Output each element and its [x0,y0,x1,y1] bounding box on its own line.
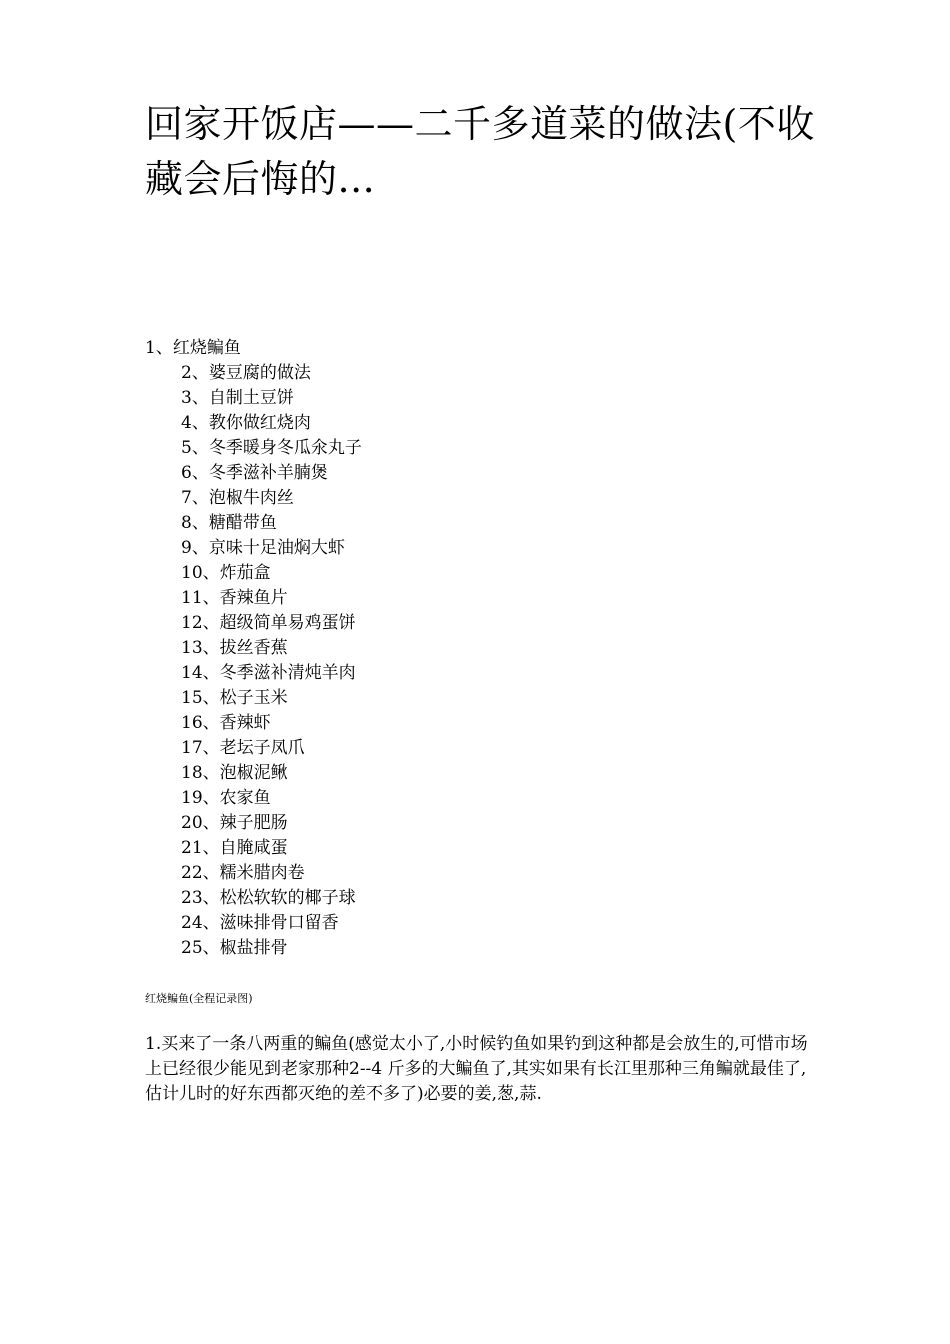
list-item: 25、椒盐排骨 [181,938,288,958]
list-item: 13、拔丝香蕉 [181,638,288,658]
body-paragraph: 1.买来了一条八两重的鳊鱼(感觉太小了,小时候钓鱼如果钓到这种都是会放生的,可惜市场上已经很少能见到老家那种2--4 斤多的大鳊鱼了,其实如果有长江里那种三角鳊就最佳了,估计儿时的好东西都灭绝的差不多了)必要的姜,葱,蒜. [145,1034,808,1104]
list-item: 24、滋味排骨口留香 [181,913,339,933]
list-item: 4、教你做红烧肉 [181,413,311,433]
document-title: 回家开饭店——二千多道菜的做法(不收藏会后悔的... [145,102,815,201]
list-item: 3、自制土豆饼 [181,388,294,408]
list-item: 15、松子玉米 [181,688,288,708]
list-item: 23、松松软软的椰子球 [181,888,356,908]
list-item: 10、炸茄盒 [181,563,271,583]
section-heading: 红烧鳊鱼(全程记录图) [145,992,253,1005]
list-item: 21、自腌咸蛋 [181,838,288,858]
list-item: 11、香辣鱼片 [181,588,288,608]
list-item: 8、糖醋带鱼 [181,513,277,533]
list-item: 12、超级简单易鸡蛋饼 [181,613,356,633]
list-item: 20、辣子肥肠 [181,813,288,833]
list-item: 22、糯米腊肉卷 [181,863,305,883]
recipe-list [145,336,362,961]
list-item: 18、泡椒泥鳅 [181,763,288,783]
list-item: 19、农家鱼 [181,788,271,808]
list-item: 5、冬季暖身冬瓜氽丸子 [181,438,362,458]
list-item: 16、香辣虾 [181,713,271,733]
list-item: 1、红烧鳊鱼 [145,338,241,358]
list-item: 6、冬季滋补羊腩煲 [181,463,328,483]
list-item: 7、泡椒牛肉丝 [181,488,294,508]
list-item: 2、婆豆腐的做法 [181,363,311,383]
list-item: 14、冬季滋补清炖羊肉 [181,663,356,683]
list-item: 9、京味十足油焖大虾 [181,538,345,558]
list-item: 17、老坛子凤爪 [181,738,305,758]
